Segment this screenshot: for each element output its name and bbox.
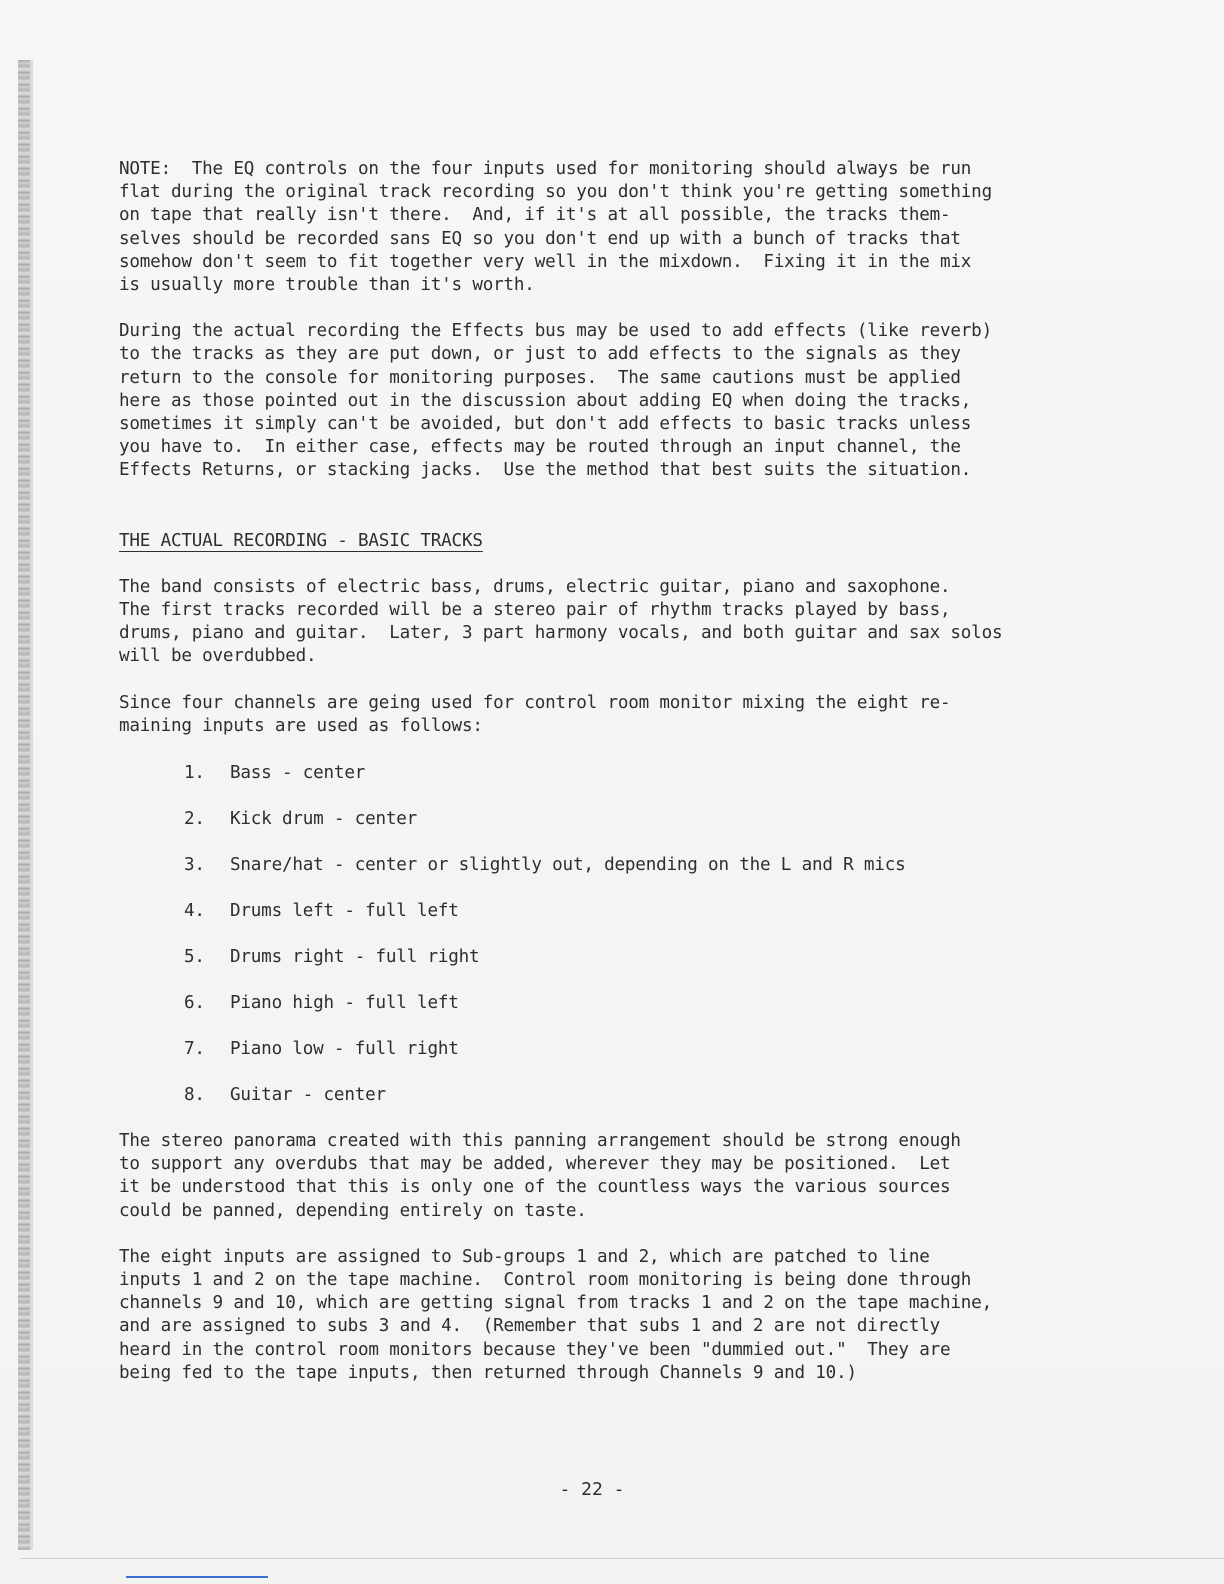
text-line: maining inputs are used as follows:: [119, 715, 483, 736]
list-number: 5.: [184, 947, 205, 968]
list-number: 4.: [184, 901, 205, 922]
text-line: you have to. In either case, effects may be routed through an input channel, the: [119, 437, 961, 458]
channels-paragraph: [119, 692, 1119, 738]
text-line: During the actual recording the Effects bus may be used to add effects (like reverb): [119, 321, 992, 342]
page-body: [119, 158, 1119, 1385]
list-number: 8.: [184, 1085, 205, 1106]
text-line: to support any overdubs that may be added, wherever they may be positioned. Let: [119, 1154, 951, 1175]
text-line: will be overdubbed.: [119, 646, 317, 667]
panorama-paragraph: [119, 1130, 1119, 1223]
text-line: is usually more trouble than it's worth.: [119, 275, 535, 296]
text-line: here as those pointed out in the discussion about adding EQ when doing the tracks,: [119, 390, 972, 411]
text-line: drums, piano and guitar. Later, 3 part harmony vocals, and both guitar and sax solos: [119, 623, 1003, 644]
list-text: Piano low - full right: [230, 1039, 459, 1060]
text-line: on tape that really isn't there. And, if it's at all possible, the tracks them-: [119, 205, 951, 226]
blue-underline-mark: [126, 1576, 268, 1578]
list-item: [119, 900, 1119, 923]
list-text: Drums left - full left: [230, 901, 459, 922]
text-line: The eight inputs are assigned to Sub-groups 1 and 2, which are patched to line: [119, 1246, 930, 1267]
text-line: channels 9 and 10, which are getting signal from tracks 1 and 2 on the tape machine,: [119, 1293, 992, 1314]
list-text: Guitar - center: [230, 1085, 386, 1106]
text-line: being fed to the tape inputs, then returned through Channels 9 and 10.): [119, 1362, 857, 1383]
list-number: 6.: [184, 993, 205, 1014]
text-line: somehow don't seem to fit together very well in the mixdown. Fixing it in the mix: [119, 251, 972, 272]
list-number: 2.: [184, 809, 205, 830]
text-line: and are assigned to subs 3 and 4. (Remember that subs 1 and 2 are not directly: [119, 1316, 940, 1337]
assignment-paragraph: [119, 1246, 1119, 1385]
text-line: The first tracks recorded will be a stereo pair of rhythm tracks played by bass,: [119, 600, 951, 621]
text-line: NOTE: The EQ controls on the four inputs used for monitoring should always be run: [119, 159, 972, 179]
list-item: [119, 946, 1119, 969]
section-heading: THE ACTUAL RECORDING - BASIC TRACKS: [119, 530, 483, 551]
text-line: The stereo panorama created with this panning arrangement should be strong enough: [119, 1131, 961, 1152]
effects-paragraph: [119, 320, 1119, 482]
list-item: [119, 854, 1119, 877]
note-paragraph: [119, 158, 1119, 297]
list-text: Snare/hat - center or slightly out, depending on the L and R mics: [230, 855, 906, 876]
text-line: sometimes it simply can't be avoided, but don't add effects to basic tracks unless: [119, 414, 972, 435]
text-line: return to the console for monitoring purposes. The same cautions must be applied: [119, 367, 961, 388]
list-item: [119, 808, 1119, 831]
text-line: flat during the original track recording so you don't think you're getting something: [119, 182, 992, 203]
list-text: Kick drum - center: [230, 809, 418, 830]
list-item: [119, 762, 1119, 785]
text-line: could be panned, depending entirely on taste.: [119, 1200, 587, 1221]
input-assignment-list: [119, 762, 1119, 1107]
text-line: it be understood that this is only one of the countless ways the various sources: [119, 1177, 951, 1198]
scan-binding-edge: [18, 60, 30, 1550]
scan-bottom-edge: [20, 1558, 1224, 1559]
list-number: 7.: [184, 1039, 205, 1060]
list-number: 3.: [184, 855, 205, 876]
list-item: [119, 1038, 1119, 1061]
text-line: Since four channels are geing used for control room monitor mixing the eight re-: [119, 692, 951, 713]
text-line: inputs 1 and 2 on the tape machine. Control room monitoring is being done through: [119, 1270, 972, 1291]
list-number: 1.: [184, 763, 205, 784]
list-item: [119, 1084, 1119, 1107]
list-text: Drums right - full right: [230, 947, 480, 968]
list-item: [119, 992, 1119, 1015]
text-line: The band consists of electric bass, drums, electric guitar, piano and saxophone.: [119, 576, 951, 597]
text-line: Effects Returns, or stacking jacks. Use the method that best suits the situation.: [119, 460, 972, 481]
text-line: heard in the control room monitors because they've been "dummied out." They are: [119, 1339, 951, 1360]
band-paragraph: [119, 576, 1119, 669]
section-heading-wrap: [119, 506, 1119, 553]
page-number: - 22 -: [559, 1479, 625, 1500]
list-text: Piano high - full left: [230, 993, 459, 1014]
list-text: Bass - center: [230, 763, 366, 784]
text-line: selves should be recorded sans EQ so you don't end up with a bunch of tracks that: [119, 228, 961, 249]
text-line: to the tracks as they are put down, or just to add effects to the signals as they: [119, 344, 961, 365]
scan-binding-shadow: [30, 60, 33, 1550]
